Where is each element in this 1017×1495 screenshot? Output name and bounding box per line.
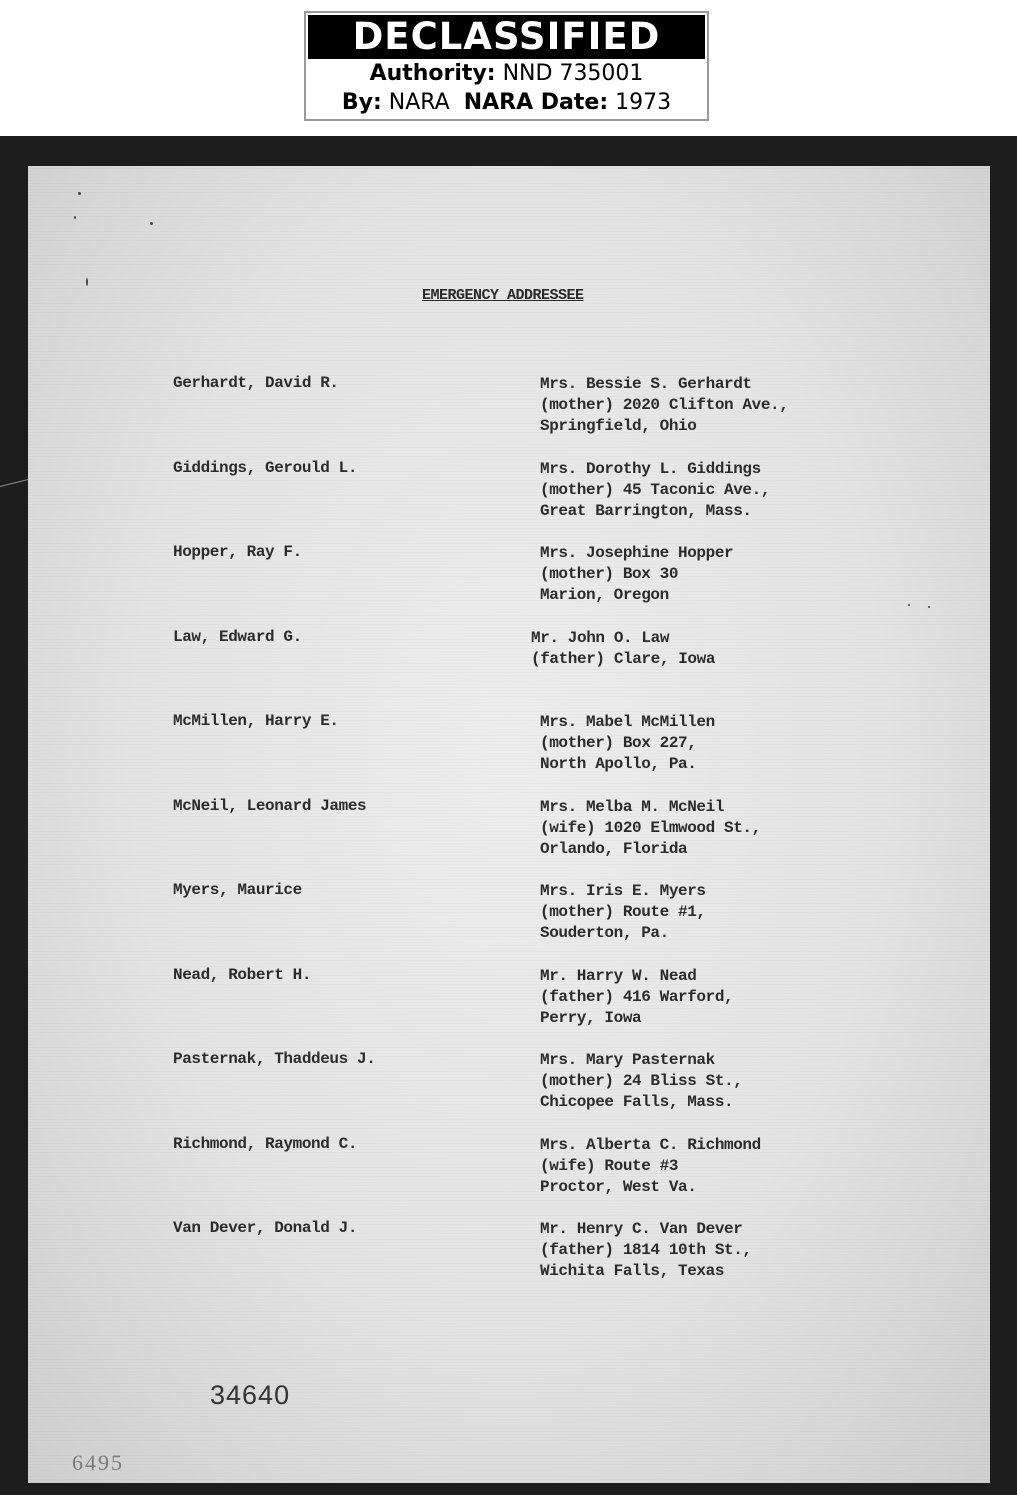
address-line: (mother) Route #1, bbox=[540, 903, 706, 921]
addressee-address bbox=[540, 543, 733, 606]
address-line: Mrs. Mabel McMillen bbox=[540, 713, 715, 731]
speck bbox=[78, 192, 81, 195]
addressee-address bbox=[540, 712, 715, 775]
addressee-address bbox=[531, 628, 715, 670]
address-line: Chicopee Falls, Mass. bbox=[540, 1093, 734, 1111]
addressee-name: Myers, Maurice bbox=[173, 881, 302, 899]
stamp-authority-line bbox=[306, 59, 707, 88]
address-line: Mr. John O. Law bbox=[531, 629, 670, 647]
address-line: Springfield, Ohio bbox=[540, 417, 697, 435]
address-line: Mrs. Alberta C. Richmond bbox=[540, 1136, 761, 1154]
declassified-stamp bbox=[304, 11, 709, 121]
address-line: (mother) 45 Taconic Ave., bbox=[540, 481, 771, 499]
address-line: Mr. Harry W. Nead bbox=[540, 967, 697, 985]
address-line: (mother) Box 227, bbox=[540, 734, 697, 752]
address-line: Mrs. Iris E. Myers bbox=[540, 882, 706, 900]
addressee-address bbox=[540, 1219, 752, 1282]
address-line: (mother) 2020 Clifton Ave., bbox=[540, 396, 789, 414]
document-paper bbox=[28, 166, 990, 1483]
speck bbox=[908, 604, 910, 606]
speck bbox=[86, 278, 88, 286]
stamp-number: 34640 bbox=[210, 1380, 291, 1410]
addressee-address bbox=[540, 459, 770, 522]
addressee-name: Pasternak, Thaddeus J. bbox=[173, 1050, 376, 1068]
address-line: (father) 1814 10th St., bbox=[540, 1241, 752, 1259]
address-line: Souderton, Pa. bbox=[540, 924, 669, 942]
scanned-page bbox=[0, 136, 1017, 1495]
addressee-name: McMillen, Harry E. bbox=[173, 712, 339, 730]
stamp-authority-value: NND 735001 bbox=[502, 61, 644, 86]
addressee-name: Nead, Robert H. bbox=[173, 966, 312, 984]
address-line: (father) 416 Warford, bbox=[540, 988, 734, 1006]
addressee-address bbox=[540, 797, 761, 860]
stamp-date-value: 1973 bbox=[615, 90, 672, 115]
stamp-by-line bbox=[306, 88, 707, 117]
addressee-name: Hopper, Ray F. bbox=[173, 543, 302, 561]
address-line: (father) Clare, Iowa bbox=[531, 650, 716, 668]
addressee-address bbox=[540, 1135, 761, 1198]
address-line: Mrs. Josephine Hopper bbox=[540, 544, 734, 562]
address-line: Wichita Falls, Texas bbox=[540, 1262, 725, 1280]
stamp-by-label: By: bbox=[341, 90, 382, 115]
address-line: Proctor, West Va. bbox=[540, 1178, 697, 1196]
address-line: (mother) 24 Bliss St., bbox=[540, 1072, 743, 1090]
address-line: Mrs. Dorothy L. Giddings bbox=[540, 460, 761, 478]
address-line: (mother) Box 30 bbox=[540, 565, 679, 583]
address-line: Orlando, Florida bbox=[540, 840, 688, 858]
addressee-address bbox=[540, 966, 733, 1029]
address-line: Great Barrington, Mass. bbox=[540, 502, 752, 520]
address-line: North Apollo, Pa. bbox=[540, 755, 697, 773]
corner-number: 6495 bbox=[72, 1450, 124, 1475]
addressee-address bbox=[540, 1050, 742, 1113]
address-line: Mrs. Melba M. McNeil bbox=[540, 798, 725, 816]
speck bbox=[928, 606, 930, 608]
address-line: Mrs. Mary Pasternak bbox=[540, 1051, 715, 1069]
stamp-by-value: NARA bbox=[388, 90, 450, 115]
document-title: EMERGENCY ADDRESSEE bbox=[422, 287, 584, 304]
address-line: Perry, Iowa bbox=[540, 1009, 642, 1027]
address-line: Mrs. Bessie S. Gerhardt bbox=[540, 375, 752, 393]
addressee-address bbox=[540, 881, 706, 944]
speck bbox=[150, 222, 153, 225]
addressee-name: McNeil, Leonard James bbox=[173, 797, 367, 815]
address-line: Mr. Henry C. Van Dever bbox=[540, 1220, 743, 1238]
addressee-name: Gerhardt, David R. bbox=[173, 374, 339, 392]
stamp-authority-label: Authority: bbox=[369, 61, 496, 86]
addressee-name: Law, Edward G. bbox=[173, 628, 302, 646]
address-line: (wife) 1020 Elmwood St., bbox=[540, 819, 761, 837]
speck bbox=[74, 216, 76, 219]
address-line: Marion, Oregon bbox=[540, 586, 669, 604]
stamp-date-label: NARA Date: bbox=[463, 90, 609, 115]
addressee-name: Van Dever, Donald J. bbox=[173, 1219, 358, 1237]
stamp-banner: DECLASSIFIED bbox=[308, 15, 705, 59]
addressee-name: Giddings, Gerould L. bbox=[173, 459, 358, 477]
address-line: (wife) Route #3 bbox=[540, 1157, 679, 1175]
addressee-address bbox=[540, 374, 788, 437]
addressee-name: Richmond, Raymond C. bbox=[173, 1135, 358, 1153]
